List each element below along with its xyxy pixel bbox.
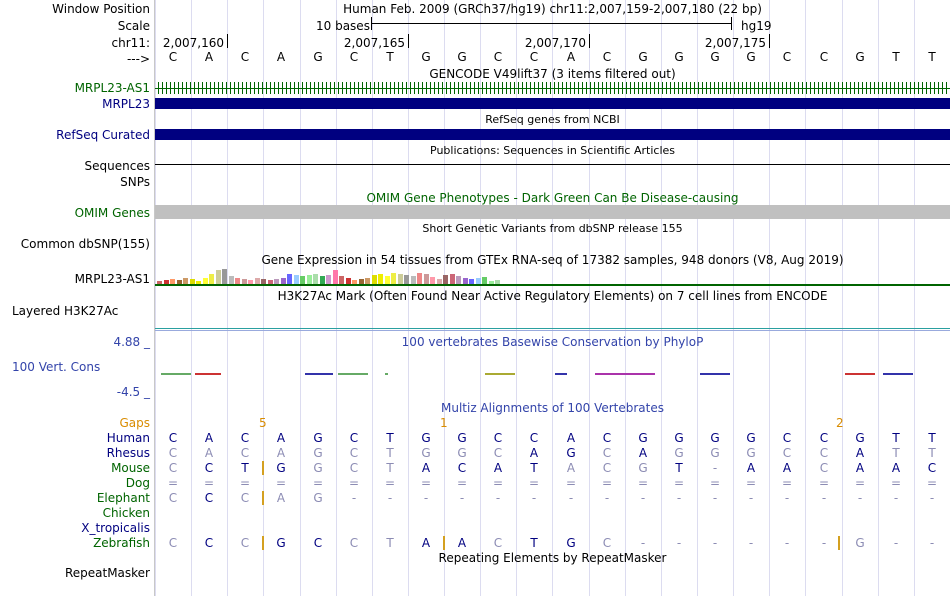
- alignment-base-zebrafish: C: [204, 536, 214, 550]
- alignment-base-zebrafish: -: [821, 536, 827, 550]
- ruler-base: G: [421, 50, 431, 64]
- phylop-score-mark: [555, 373, 567, 375]
- alignment-base-human: G: [855, 431, 865, 445]
- chrom-label: chr11:: [111, 36, 150, 50]
- alignment-base-rhesus: A: [529, 446, 539, 460]
- alignment-base-mouse: C: [457, 461, 467, 475]
- gtex-tissue-bar[interactable]: [398, 274, 403, 284]
- snps-track-label[interactable]: SNPs: [120, 175, 150, 189]
- alignment-base-elephant: -: [857, 491, 863, 505]
- alignment-base-rhesus: G: [566, 446, 576, 460]
- alignment-base-dog: =: [673, 476, 685, 490]
- alignment-base-mouse: T: [386, 461, 394, 475]
- gtex-tissue-bar[interactable]: [482, 277, 487, 284]
- alignment-base-dog: =: [203, 476, 215, 490]
- alignment-base-mouse: A: [782, 461, 792, 475]
- multiz-track-title: Multiz Alignments of 100 Vertebrates: [440, 401, 665, 415]
- alignment-base-mouse: C: [204, 461, 214, 475]
- gtex-tissue-bar[interactable]: [300, 276, 305, 284]
- alignment-base-dog: =: [384, 476, 396, 490]
- gtex-tissue-bar[interactable]: [209, 274, 214, 284]
- gtex-tissue-bar[interactable]: [222, 269, 227, 284]
- gtex-tissue-bar[interactable]: [385, 276, 390, 284]
- gap-count-3: 2: [836, 416, 844, 430]
- ruler-base: C: [819, 50, 829, 64]
- alignment-base-zebrafish: C: [240, 536, 250, 550]
- phylop-score-mark: [625, 373, 655, 375]
- gtex-tissue-bar[interactable]: [320, 276, 325, 284]
- gtex-tissue-bar[interactable]: [411, 276, 416, 284]
- species-zebrafish: Zebrafish: [93, 536, 150, 550]
- alignment-base-elephant: -: [712, 491, 718, 505]
- alignment-base-human: G: [457, 431, 467, 445]
- ruler-tick-label: 2,007,160: [162, 36, 224, 50]
- insertion-mark: [838, 536, 840, 550]
- alignment-base-human: A: [566, 431, 576, 445]
- ruler-tick-mark: [589, 34, 590, 48]
- ruler-tick-label: 2,007,175: [704, 36, 766, 50]
- alignment-base-rhesus: G: [674, 446, 684, 460]
- ruler-base: G: [855, 50, 865, 64]
- alignment-base-mouse: G: [638, 461, 648, 475]
- alignment-base-rhesus: C: [240, 446, 250, 460]
- species-chicken: Chicken: [102, 506, 150, 520]
- alignment-base-rhesus: A: [855, 446, 865, 460]
- ruler-base: C: [240, 50, 250, 64]
- phylop-max-label: 4.88 _: [113, 335, 150, 349]
- alignment-base-elephant: -: [604, 491, 610, 505]
- alignment-base-human: G: [674, 431, 684, 445]
- alignment-base-dog: =: [420, 476, 432, 490]
- ruler-base: C: [168, 50, 178, 64]
- alignment-base-elephant: -: [676, 491, 682, 505]
- alignment-base-mouse: G: [313, 461, 323, 475]
- gtex-tissue-bar[interactable]: [443, 275, 448, 284]
- alignment-base-elephant: C: [204, 491, 214, 505]
- alignment-base-rhesus: G: [421, 446, 431, 460]
- window-position-text: Human Feb. 2009 (GRCh37/hg19) chr11:2,007,159-2,007,180 (22 bp): [343, 2, 762, 16]
- gtex-tissue-bar[interactable]: [378, 274, 383, 284]
- scale-bar: [371, 23, 731, 24]
- phylop-track-title: 100 vertebrates Basewise Conservation by PhyloP: [401, 335, 704, 349]
- insertion-mark: [262, 491, 264, 505]
- alignment-base-human: C: [529, 431, 539, 445]
- refseq-track-title: RefSeq genes from NCBI: [485, 113, 620, 126]
- alignment-base-elephant: C: [168, 491, 178, 505]
- ruler-base: G: [710, 50, 720, 64]
- species-dog: Dog: [125, 476, 150, 490]
- alignment-base-elephant: -: [387, 491, 393, 505]
- alignment-base-human: C: [782, 431, 792, 445]
- scale-assembly: hg19: [741, 19, 772, 33]
- alignment-base-rhesus: T: [386, 446, 394, 460]
- alignment-base-mouse: C: [927, 461, 937, 475]
- gtex-tissue-bar[interactable]: [326, 275, 331, 284]
- alignment-base-mouse: T: [241, 461, 249, 475]
- phylop-score-mark: [700, 373, 730, 375]
- alignment-base-elephant: -: [459, 491, 465, 505]
- gene-mrpl23-exon[interactable]: [155, 98, 950, 109]
- alignment-base-zebrafish: A: [421, 536, 431, 550]
- alignment-base-zebrafish: -: [748, 536, 754, 550]
- ruler-base: G: [638, 50, 648, 64]
- alignment-base-mouse: A: [566, 461, 576, 475]
- alignment-base-human: C: [819, 431, 829, 445]
- alignment-base-dog: =: [167, 476, 179, 490]
- ruler-tick-mark: [408, 34, 409, 48]
- phylop-min-label: -4.5 _: [116, 385, 150, 399]
- species-human: Human: [106, 431, 150, 445]
- ruler-base: T: [928, 50, 936, 64]
- alignment-base-dog: =: [745, 476, 757, 490]
- ruler-base: G: [674, 50, 684, 64]
- alignment-base-rhesus: C: [819, 446, 829, 460]
- ruler-base: G: [457, 50, 467, 64]
- alignment-base-elephant: A: [276, 491, 286, 505]
- gap-count-1: 5: [259, 416, 267, 430]
- dbsnp-track-title: Short Genetic Variants from dbSNP release 155: [422, 222, 683, 235]
- gene-label-mrpl23-as1[interactable]: MRPL23-AS1: [74, 81, 150, 95]
- alignment-base-human: G: [710, 431, 720, 445]
- alignment-base-rhesus: G: [313, 446, 323, 460]
- dbsnp-track-label[interactable]: Common dbSNP(155): [20, 237, 150, 251]
- alignment-base-human: A: [204, 431, 214, 445]
- scale-label: Scale: [117, 19, 150, 33]
- ruler-base: C: [529, 50, 539, 64]
- alignment-base-zebrafish: A: [457, 536, 467, 550]
- alignment-base-dog: =: [926, 476, 938, 490]
- phylop-score-mark: [305, 373, 333, 375]
- alignment-base-elephant: -: [748, 491, 754, 505]
- alignment-base-mouse: -: [712, 461, 718, 475]
- refseq-mrpl23-exon[interactable]: [155, 129, 950, 140]
- gtex-tissue-bar[interactable]: [417, 273, 422, 284]
- alignment-base-elephant: -: [495, 491, 501, 505]
- alignment-base-elephant: -: [423, 491, 429, 505]
- alignment-base-dog: =: [601, 476, 613, 490]
- alignment-base-human: C: [349, 431, 359, 445]
- alignment-base-mouse: C: [602, 461, 612, 475]
- alignment-base-dog: =: [781, 476, 793, 490]
- alignment-base-human: A: [276, 431, 286, 445]
- alignment-base-dog: =: [312, 476, 324, 490]
- alignment-base-rhesus: G: [457, 446, 467, 460]
- omim-gene-band[interactable]: [155, 205, 950, 219]
- alignment-base-dog: =: [565, 476, 577, 490]
- alignment-base-dog: =: [818, 476, 830, 490]
- alignment-base-zebrafish: -: [784, 536, 790, 550]
- alignment-base-human: G: [638, 431, 648, 445]
- species-elephant: Elephant: [96, 491, 150, 505]
- alignment-base-rhesus: T: [928, 446, 936, 460]
- alignment-base-human: T: [928, 431, 936, 445]
- gtex-tissue-bar[interactable]: [430, 277, 435, 284]
- strand-arrow-label: --->: [126, 52, 150, 66]
- alignment-base-elephant: -: [821, 491, 827, 505]
- alignment-base-human: G: [746, 431, 756, 445]
- alignment-base-rhesus: C: [602, 446, 612, 460]
- omim-track-title: OMIM Gene Phenotypes - Dark Green Can Be Disease-causing: [366, 191, 739, 205]
- gtex-tissue-bar[interactable]: [339, 276, 344, 284]
- alignment-base-elephant: G: [313, 491, 323, 505]
- insertion-mark: [443, 536, 445, 550]
- alignment-base-dog: =: [637, 476, 649, 490]
- alignment-base-mouse: A: [493, 461, 503, 475]
- alignment-base-elephant: -: [351, 491, 357, 505]
- gtex-tissue-bar[interactable]: [313, 274, 318, 284]
- phylop-score-mark: [161, 373, 191, 375]
- refseq-track-label[interactable]: RefSeq Curated: [56, 128, 150, 142]
- alignment-base-mouse: C: [349, 461, 359, 475]
- alignment-base-elephant: -: [929, 491, 935, 505]
- gtex-tissue-bar[interactable]: [333, 270, 338, 284]
- alignment-base-dog: =: [709, 476, 721, 490]
- alignment-base-mouse: A: [421, 461, 431, 475]
- ruler-base: C: [349, 50, 359, 64]
- alignment-base-dog: =: [456, 476, 468, 490]
- alignment-base-elephant: -: [568, 491, 574, 505]
- phylop-score-mark: [883, 373, 913, 375]
- alignment-base-rhesus: A: [638, 446, 648, 460]
- h3k27ac-track-title: H3K27Ac Mark (Often Found Near Active Regulatory Elements) on 7 cell lines from ENCODE: [277, 289, 828, 303]
- alignment-base-mouse: A: [746, 461, 756, 475]
- gtex-tissue-bar[interactable]: [450, 274, 455, 284]
- alignment-base-mouse: T: [675, 461, 683, 475]
- alignment-base-zebrafish: G: [276, 536, 286, 550]
- ruler-base: T: [386, 50, 394, 64]
- alignment-base-rhesus: A: [276, 446, 286, 460]
- gtex-tissue-bar[interactable]: [391, 273, 396, 284]
- gtex-tissue-bar[interactable]: [307, 275, 312, 284]
- ruler-base: A: [204, 50, 214, 64]
- ruler-base: C: [493, 50, 503, 64]
- gencode-track-title: GENCODE V49lift37 (3 items filtered out): [429, 67, 676, 81]
- gtex-tissue-bar[interactable]: [424, 274, 429, 284]
- alignment-base-zebrafish: -: [640, 536, 646, 550]
- alignment-base-mouse: T: [530, 461, 538, 475]
- species-x-tropicalis: X_tropicalis: [81, 521, 150, 535]
- alignment-base-human: C: [602, 431, 612, 445]
- alignment-base-mouse: C: [819, 461, 829, 475]
- alignment-base-rhesus: G: [710, 446, 720, 460]
- gtex-tissue-bar[interactable]: [216, 270, 221, 284]
- alignment-base-mouse: A: [891, 461, 901, 475]
- alignment-base-human: C: [240, 431, 250, 445]
- alignment-base-zebrafish: C: [602, 536, 612, 550]
- gtex-tissue-bar[interactable]: [372, 275, 377, 284]
- alignment-base-zebrafish: C: [349, 536, 359, 550]
- alignment-base-mouse: G: [276, 461, 286, 475]
- alignment-base-zebrafish: -: [712, 536, 718, 550]
- ruler-base: G: [746, 50, 756, 64]
- alignment-base-dog: =: [528, 476, 540, 490]
- gtex-tissue-bar[interactable]: [404, 275, 409, 284]
- gene-label-mrpl23[interactable]: MRPL23: [102, 97, 150, 111]
- ruler-tick-mark: [769, 34, 770, 48]
- phylop-score-mark: [485, 373, 515, 375]
- insertion-mark: [262, 536, 264, 550]
- gtex-track-label[interactable]: MRPL23-AS1: [74, 272, 150, 286]
- alignment-base-dog: =: [890, 476, 902, 490]
- alignment-base-rhesus: C: [349, 446, 359, 460]
- alignment-base-zebrafish: C: [168, 536, 178, 550]
- pubs-sequence-line: [155, 164, 950, 165]
- insertion-mark: [262, 461, 264, 475]
- alignment-base-rhesus: G: [746, 446, 756, 460]
- gtex-track-title: Gene Expression in 54 tissues from GTEx RNA-seq of 17382 samples, 948 donors (V8, Aug 2019): [261, 253, 844, 267]
- alignment-base-dog: =: [492, 476, 504, 490]
- gap-count-2: 1: [440, 416, 448, 430]
- alignment-base-human: T: [892, 431, 900, 445]
- phylop-score-mark: [595, 373, 625, 375]
- ruler-tick-label: 2,007,170: [524, 36, 586, 50]
- phylop-score-mark: [195, 373, 221, 375]
- alignment-base-zebrafish: C: [313, 536, 323, 550]
- gene-mrpl23-as1-line[interactable]: [155, 82, 950, 94]
- gtex-tissue-bar[interactable]: [229, 276, 234, 284]
- browser-track-image[interactable]: [155, 0, 950, 596]
- alignment-base-dog: =: [275, 476, 287, 490]
- ruler-base: A: [566, 50, 576, 64]
- h3k27ac-track-label[interactable]: Layered H3K27Ac: [12, 304, 119, 318]
- alignment-base-elephant: C: [240, 491, 250, 505]
- alignment-base-human: T: [386, 431, 394, 445]
- window-position-label: Window Position: [52, 2, 150, 16]
- species-mouse: Mouse: [111, 461, 150, 475]
- scale-bar-right-tick: [731, 17, 732, 30]
- ruler-base: C: [602, 50, 612, 64]
- track-label-column: [0, 0, 154, 596]
- gaps-label: Gaps: [119, 416, 150, 430]
- alignment-base-dog: =: [239, 476, 251, 490]
- ruler-base: T: [892, 50, 900, 64]
- pubs-track-title: Publications: Sequences in Scientific Articles: [430, 144, 675, 157]
- repeatmasker-track-title: Repeating Elements by RepeatMasker: [438, 551, 667, 565]
- gtex-tissue-bar[interactable]: [294, 275, 299, 284]
- ruler-base: C: [782, 50, 792, 64]
- phylop-score-mark: [338, 373, 368, 375]
- alignment-base-elephant: -: [784, 491, 790, 505]
- ruler-tick-label: 2,007,165: [343, 36, 405, 50]
- alignment-base-zebrafish: T: [530, 536, 538, 550]
- alignment-base-zebrafish: -: [929, 536, 935, 550]
- alignment-base-dog: =: [854, 476, 866, 490]
- alignment-base-rhesus: A: [204, 446, 214, 460]
- alignment-base-rhesus: T: [892, 446, 900, 460]
- alignment-base-human: G: [313, 431, 323, 445]
- alignment-base-human: C: [168, 431, 178, 445]
- alignment-base-zebrafish: G: [566, 536, 576, 550]
- alignment-base-mouse: A: [855, 461, 865, 475]
- alignment-base-human: G: [421, 431, 431, 445]
- gtex-baseline: [155, 284, 950, 286]
- alignment-base-rhesus: C: [782, 446, 792, 460]
- repeatmasker-track-label[interactable]: RepeatMasker: [64, 566, 150, 580]
- species-rhesus: Rhesus: [106, 446, 150, 460]
- alignment-base-zebrafish: -: [676, 536, 682, 550]
- h3k27ac-signal-line: [155, 328, 950, 329]
- alignment-base-zebrafish: T: [386, 536, 394, 550]
- gtex-tissue-bar[interactable]: [456, 276, 461, 284]
- alignment-base-elephant: -: [893, 491, 899, 505]
- omim-track-label[interactable]: OMIM Genes: [74, 206, 150, 220]
- ruler-base: A: [276, 50, 286, 64]
- ruler-tick-mark: [227, 34, 228, 48]
- gtex-tissue-bar[interactable]: [287, 274, 292, 284]
- alignment-base-elephant: -: [640, 491, 646, 505]
- alignment-base-rhesus: C: [493, 446, 503, 460]
- alignment-base-zebrafish: G: [855, 536, 865, 550]
- alignment-base-mouse: C: [168, 461, 178, 475]
- alignment-base-dog: =: [348, 476, 360, 490]
- alignment-base-elephant: -: [531, 491, 537, 505]
- alignment-base-zebrafish: -: [893, 536, 899, 550]
- scale-bar-text: 10 bases: [316, 19, 370, 33]
- sequences-track-label[interactable]: Sequences: [84, 159, 150, 173]
- alignment-base-human: C: [493, 431, 503, 445]
- phylop-track-label[interactable]: 100 Vert. Cons: [12, 360, 101, 374]
- phylop-score-mark: [845, 373, 875, 375]
- alignment-base-rhesus: C: [168, 446, 178, 460]
- ruler-base: G: [313, 50, 323, 64]
- h3k27ac-signal-line-2: [155, 330, 950, 331]
- phylop-score-mark: [385, 373, 388, 375]
- alignment-base-zebrafish: C: [493, 536, 503, 550]
